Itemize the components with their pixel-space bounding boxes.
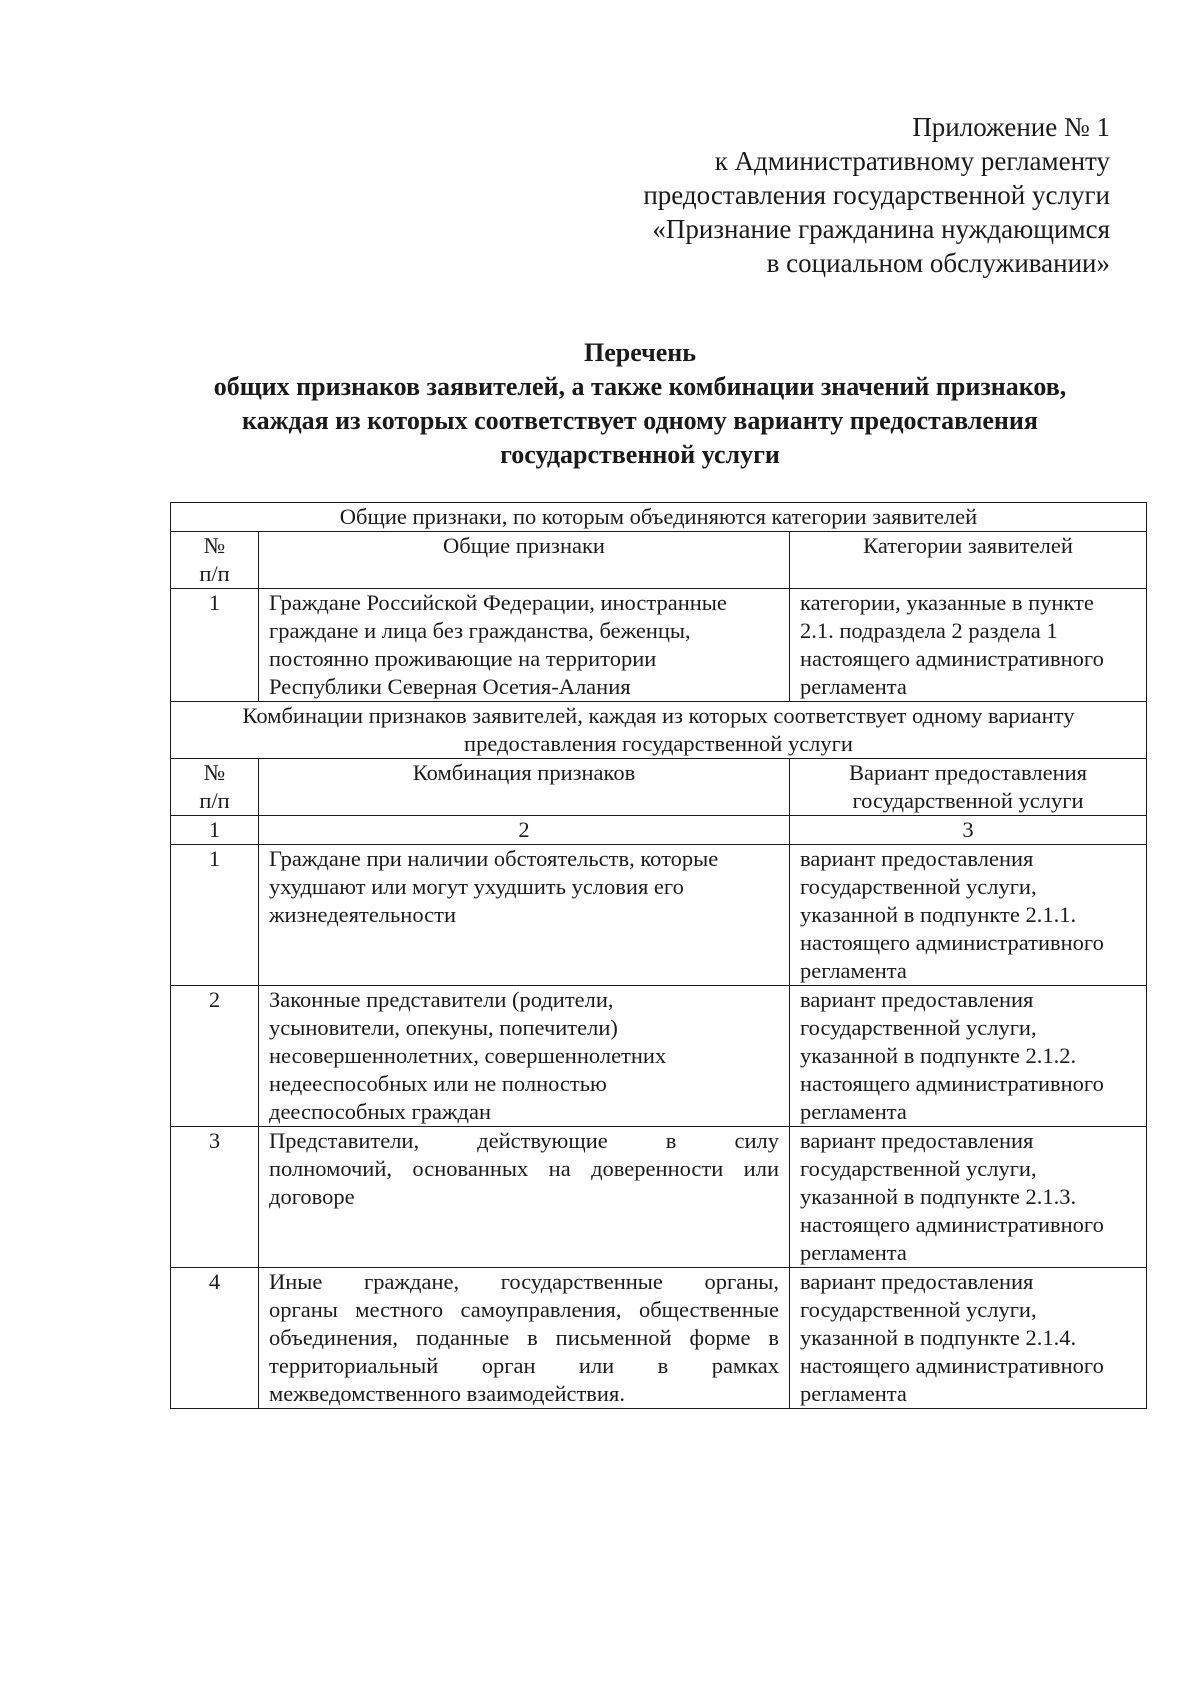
- cell-line: Законные представители (родители,: [269, 987, 614, 1012]
- document-title: [150, 336, 1130, 472]
- cell-line: регламента: [800, 1240, 907, 1265]
- cell-line: настоящего административного: [800, 1071, 1104, 1096]
- col-features-header: Общие признаки: [259, 532, 790, 589]
- cell-line: настоящего административного: [800, 1212, 1104, 1237]
- col-num-header-line: п/п: [199, 561, 230, 586]
- appendix-line: к Административному регламенту: [714, 146, 1110, 176]
- row-num: 2: [171, 986, 259, 1127]
- cell-line: договоре: [269, 1184, 355, 1209]
- row-combination: [259, 1127, 790, 1268]
- cell-line: настоящего административного: [800, 1353, 1104, 1378]
- row-categories: [790, 589, 1147, 702]
- appendix-line: в социальном обслуживании»: [766, 248, 1110, 278]
- table-row: [171, 1127, 1147, 1268]
- cell-line: Представители, действующие в силу: [269, 1128, 779, 1153]
- section2-header: [171, 702, 1147, 759]
- col-variant-header-line: государственной услуги: [852, 788, 1084, 813]
- cell-line: Граждане Российской Федерации, иностранные: [269, 590, 727, 615]
- col-combination-header: Комбинация признаков: [259, 759, 790, 816]
- row-features: [259, 589, 790, 702]
- column-number: 2: [259, 816, 790, 845]
- cell-line: дееспособных граждан: [269, 1099, 492, 1124]
- col-categories-header: Категории заявителей: [790, 532, 1147, 589]
- col-num-header-line: п/п: [199, 788, 230, 813]
- cell-line: настоящего административного: [800, 930, 1104, 955]
- cell-line: жизнедеятельности: [269, 902, 457, 927]
- col-num-header: [171, 532, 259, 589]
- cell-line: вариант предоставления: [800, 846, 1034, 871]
- cell-line: государственной услуги,: [800, 1156, 1037, 1181]
- cell-line: государственной услуги,: [800, 1015, 1037, 1040]
- applicant-features-table: [170, 502, 1147, 1409]
- cell-line: вариант предоставления: [800, 1128, 1034, 1153]
- title-line: государственной услуги: [500, 440, 780, 469]
- cell-line: указанной в подпункте 2.1.4.: [800, 1325, 1077, 1350]
- table-row: [171, 1268, 1147, 1409]
- cell-line: регламента: [800, 1099, 907, 1124]
- cell-line: вариант предоставления: [800, 987, 1034, 1012]
- cell-line: органы местного самоуправления, общественные: [269, 1297, 779, 1322]
- cell-line: Республики Северная Осетия-Алания: [269, 674, 631, 699]
- section2-columns-row: [171, 759, 1147, 816]
- cell-line: настоящего административного: [800, 646, 1104, 671]
- cell-line: вариант предоставления: [800, 1269, 1034, 1294]
- appendix-line: Приложение № 1: [912, 112, 1110, 142]
- row-combination: [259, 1268, 790, 1409]
- section1-header: Общие признаки, по которым объединяются категории заявителей: [171, 503, 1147, 532]
- column-numbers-row: [171, 816, 1147, 845]
- cell-line: недееспособных или не полностью: [269, 1071, 607, 1096]
- cell-line: несовершеннолетних, совершеннолетних: [269, 1043, 667, 1068]
- row-combination: [259, 845, 790, 986]
- table-row: [171, 986, 1147, 1127]
- row-variant: [790, 1268, 1147, 1409]
- column-number: 1: [171, 816, 259, 845]
- section1-columns-row: [171, 532, 1147, 589]
- cell-line: ухудшают или могут ухудшить условия его: [269, 874, 684, 899]
- section2-header-line: Комбинации признаков заявителей, каждая из которых соответствует одному варианту: [242, 703, 1075, 728]
- cell-line: постоянно проживающие на территории: [269, 646, 657, 671]
- cell-line: объединения, поданные в письменной форме в: [269, 1325, 779, 1350]
- cell-line: регламента: [800, 674, 907, 699]
- title-line: Перечень: [583, 338, 697, 367]
- cell-line: территориальный орган или в рамках: [269, 1353, 779, 1378]
- title-line: каждая из которых соответствует одному варианту предоставления: [242, 406, 1038, 435]
- row-variant: [790, 986, 1147, 1127]
- appendix-header: [410, 110, 1110, 280]
- cell-line: государственной услуги,: [800, 874, 1037, 899]
- col-variant-header: [790, 759, 1147, 816]
- row-num: 1: [171, 845, 259, 986]
- table-row: [171, 845, 1147, 986]
- table-row: [171, 589, 1147, 702]
- cell-line: полномочий, основанных на доверенности или: [269, 1156, 779, 1181]
- cell-line: указанной в подпункте 2.1.2.: [800, 1043, 1077, 1068]
- cell-line: государственной услуги,: [800, 1297, 1037, 1322]
- section2-header-line: предоставления государственной услуги: [464, 731, 853, 756]
- cell-line: усыновители, опекуны, попечители): [269, 1015, 618, 1040]
- section1-header-row: [171, 503, 1147, 532]
- cell-line: Граждане при наличии обстоятельств, которые: [269, 846, 719, 871]
- row-combination: [259, 986, 790, 1127]
- cell-line: регламента: [800, 1381, 907, 1406]
- cell-line: регламента: [800, 958, 907, 983]
- row-num: 3: [171, 1127, 259, 1268]
- col-variant-header-line: Вариант предоставления: [848, 760, 1088, 785]
- cell-line: 2.1. подраздела 2 раздела 1: [800, 618, 1058, 643]
- section2-header-row: [171, 702, 1147, 759]
- row-variant: [790, 1127, 1147, 1268]
- title-line: общих признаков заявителей, а также комбинации значений признаков,: [213, 372, 1067, 401]
- cell-line: категории, указанные в пункте: [800, 590, 1094, 615]
- cell-line: указанной в подпункте 2.1.3.: [800, 1184, 1077, 1209]
- appendix-line: предоставления государственной услуги: [643, 180, 1110, 210]
- appendix-line: «Признание гражданина нуждающимся: [652, 214, 1110, 244]
- col-num-header: [171, 759, 259, 816]
- col-num-header-line: №: [203, 760, 226, 785]
- cell-line: граждане и лица без гражданства, беженцы,: [269, 618, 691, 643]
- row-num: 4: [171, 1268, 259, 1409]
- row-variant: [790, 845, 1147, 986]
- row-num: 1: [171, 589, 259, 702]
- cell-line: указанной в подпункте 2.1.1.: [800, 902, 1077, 927]
- column-number: 3: [790, 816, 1147, 845]
- cell-line: Иные граждане, государственные органы,: [269, 1269, 779, 1294]
- cell-line: межведомственного взаимодействия.: [269, 1381, 625, 1406]
- col-num-header-line: №: [203, 533, 226, 558]
